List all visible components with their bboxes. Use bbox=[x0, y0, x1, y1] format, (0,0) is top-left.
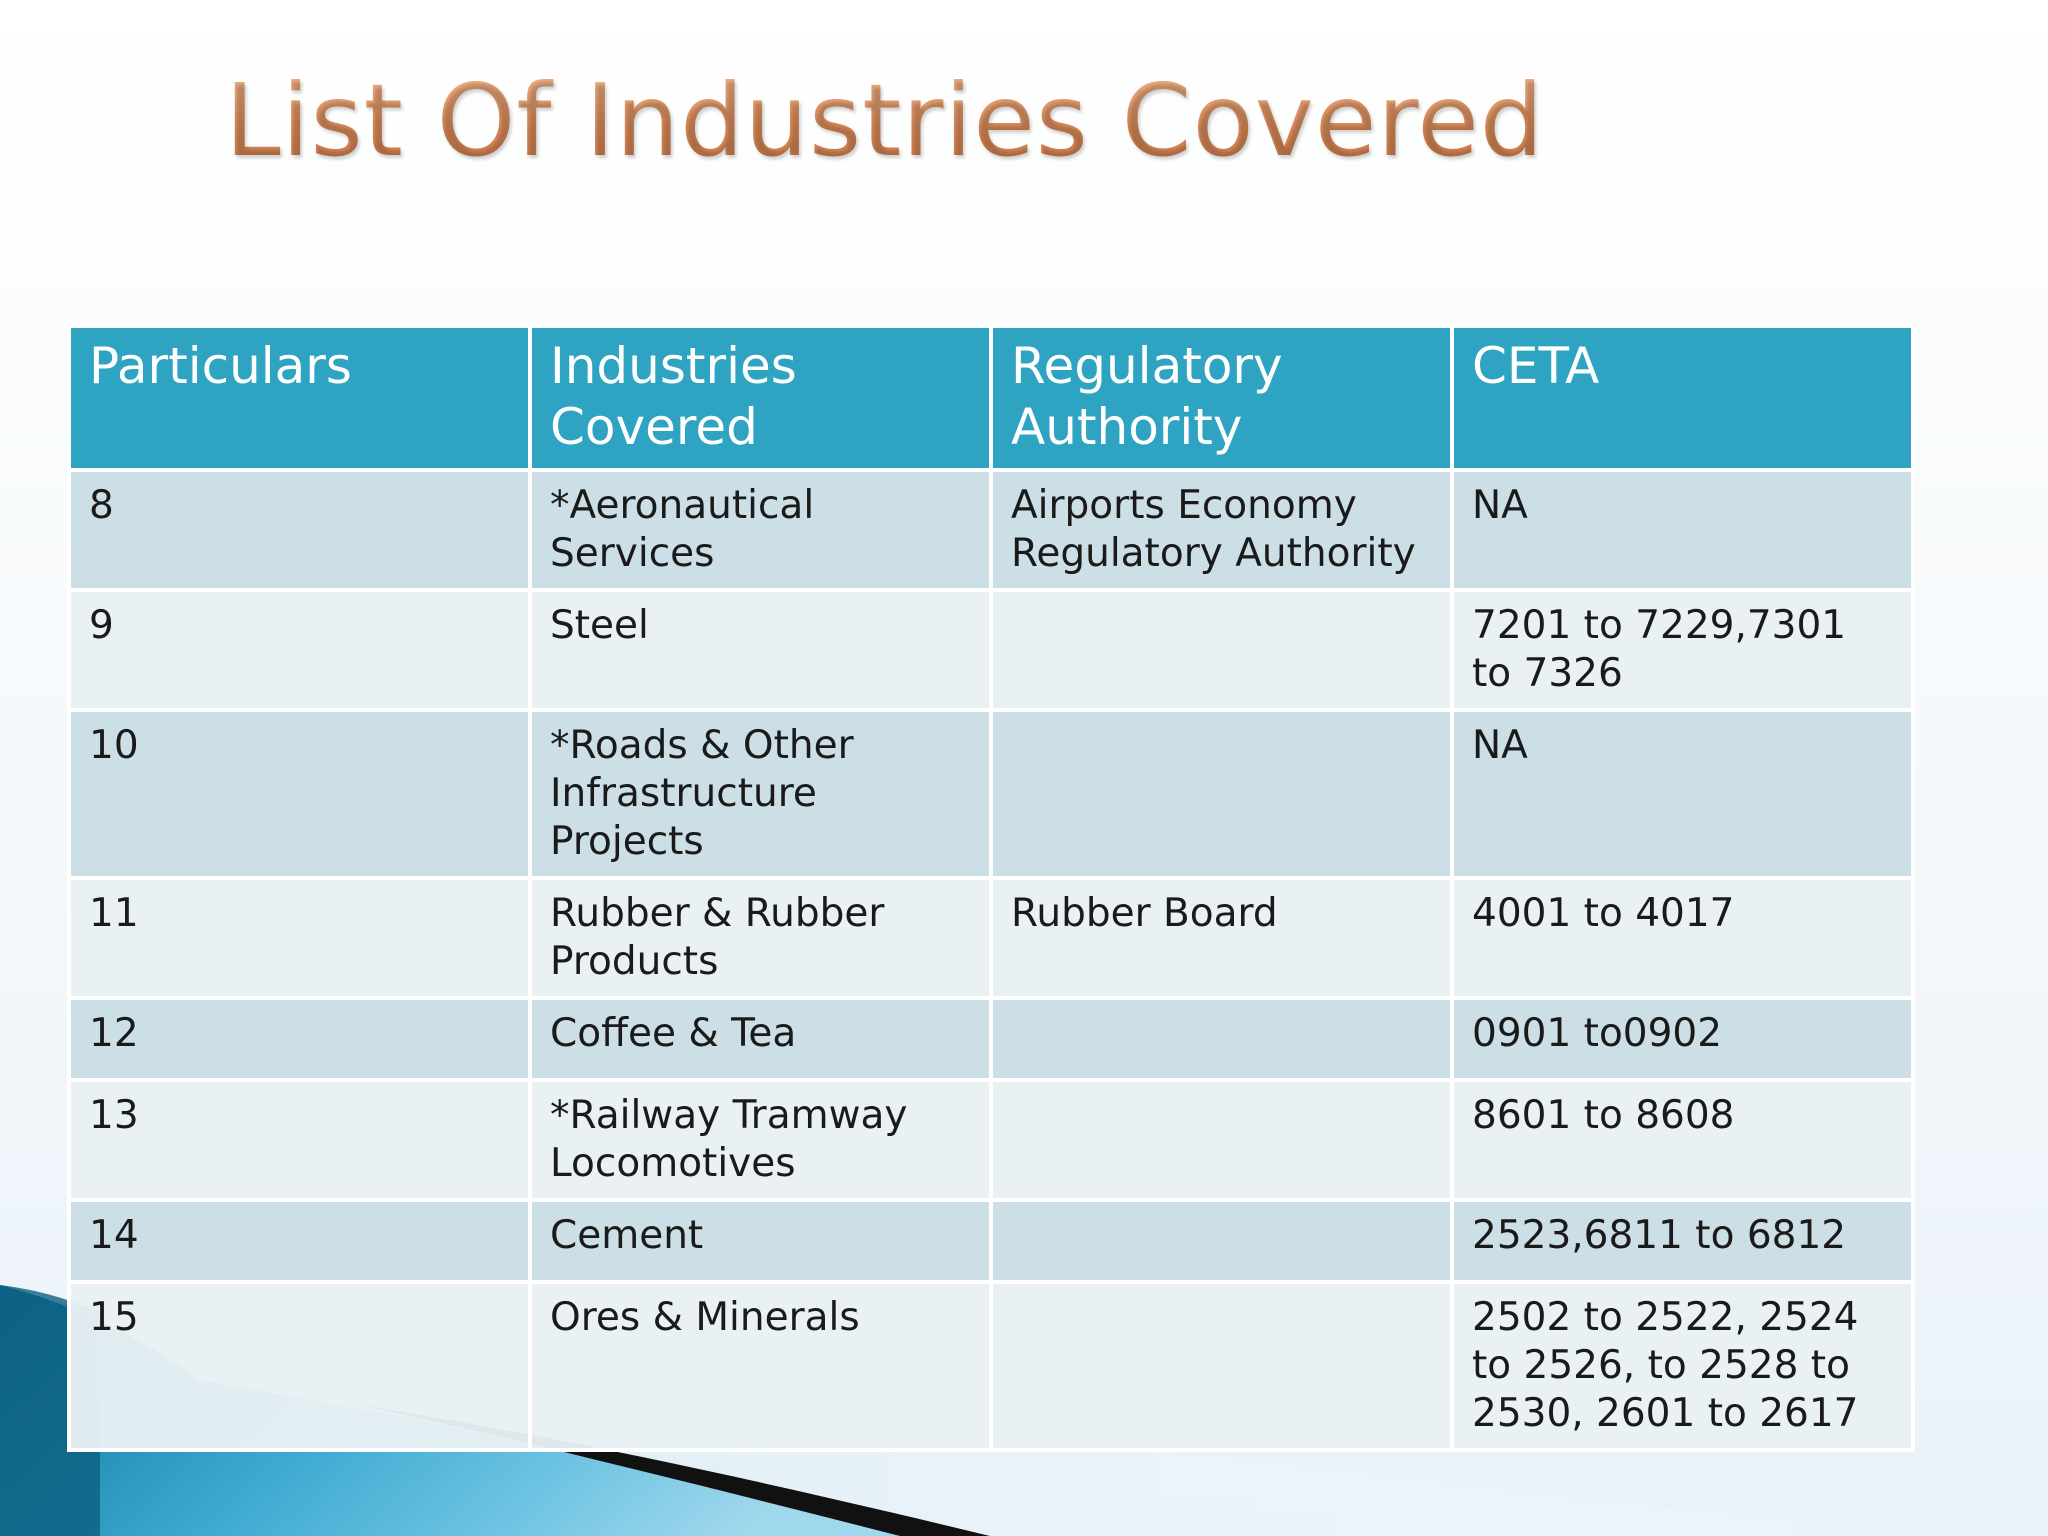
table-header-row bbox=[69, 326, 1913, 470]
cell-particulars: 8 bbox=[69, 470, 530, 590]
cell-industry: *Roads & Other Infrastructure Projects bbox=[530, 710, 991, 878]
header-regulatory-authority: Regulatory Authority bbox=[991, 326, 1452, 470]
cell-particulars: 13 bbox=[69, 1080, 530, 1200]
cell-particulars: 10 bbox=[69, 710, 530, 878]
cell-ceta: 4001 to 4017 bbox=[1452, 878, 1913, 998]
cell-industry: *Railway Tramway Locomotives bbox=[530, 1080, 991, 1200]
table-row bbox=[69, 1200, 1913, 1282]
cell-ceta: 8601 to 8608 bbox=[1452, 1080, 1913, 1200]
table-row bbox=[69, 998, 1913, 1080]
cell-ceta: NA bbox=[1452, 470, 1913, 590]
industries-table bbox=[67, 324, 1915, 1452]
cell-authority bbox=[991, 1200, 1452, 1282]
cell-industry: Ores & Minerals bbox=[530, 1282, 991, 1450]
table-row bbox=[69, 878, 1913, 998]
cell-particulars: 9 bbox=[69, 590, 530, 710]
cell-industry: Rubber & Rubber Products bbox=[530, 878, 991, 998]
cell-particulars: 15 bbox=[69, 1282, 530, 1450]
cell-authority bbox=[991, 1282, 1452, 1450]
cell-industry: Steel bbox=[530, 590, 991, 710]
cell-industry: Coffee & Tea bbox=[530, 998, 991, 1080]
table-row bbox=[69, 470, 1913, 590]
cell-authority bbox=[991, 998, 1452, 1080]
table-row bbox=[69, 710, 1913, 878]
cell-particulars: 11 bbox=[69, 878, 530, 998]
header-industries-covered: Industries Covered bbox=[530, 326, 991, 470]
cell-ceta: NA bbox=[1452, 710, 1913, 878]
cell-industry: *Aeronautical Services bbox=[530, 470, 991, 590]
header-particulars: Particulars bbox=[69, 326, 530, 470]
slide-title: List Of Industries Covered bbox=[225, 62, 1545, 179]
cell-authority: Rubber Board bbox=[991, 878, 1452, 998]
cell-industry: Cement bbox=[530, 1200, 991, 1282]
table-row bbox=[69, 1282, 1913, 1450]
table-row bbox=[69, 590, 1913, 710]
header-ceta: CETA bbox=[1452, 326, 1913, 470]
cell-ceta: 7201 to 7229,7301 to 7326 bbox=[1452, 590, 1913, 710]
cell-authority bbox=[991, 1080, 1452, 1200]
cell-authority bbox=[991, 590, 1452, 710]
cell-particulars: 14 bbox=[69, 1200, 530, 1282]
cell-ceta: 0901 to0902 bbox=[1452, 998, 1913, 1080]
cell-particulars: 12 bbox=[69, 998, 530, 1080]
cell-authority bbox=[991, 710, 1452, 878]
table-row bbox=[69, 1080, 1913, 1200]
cell-authority: Airports Economy Regulatory Authority bbox=[991, 470, 1452, 590]
cell-ceta: 2523,6811 to 6812 bbox=[1452, 1200, 1913, 1282]
cell-ceta: 2502 to 2522, 2524 to 2526, to 2528 to 2530, 2601 to 2617 bbox=[1452, 1282, 1913, 1450]
